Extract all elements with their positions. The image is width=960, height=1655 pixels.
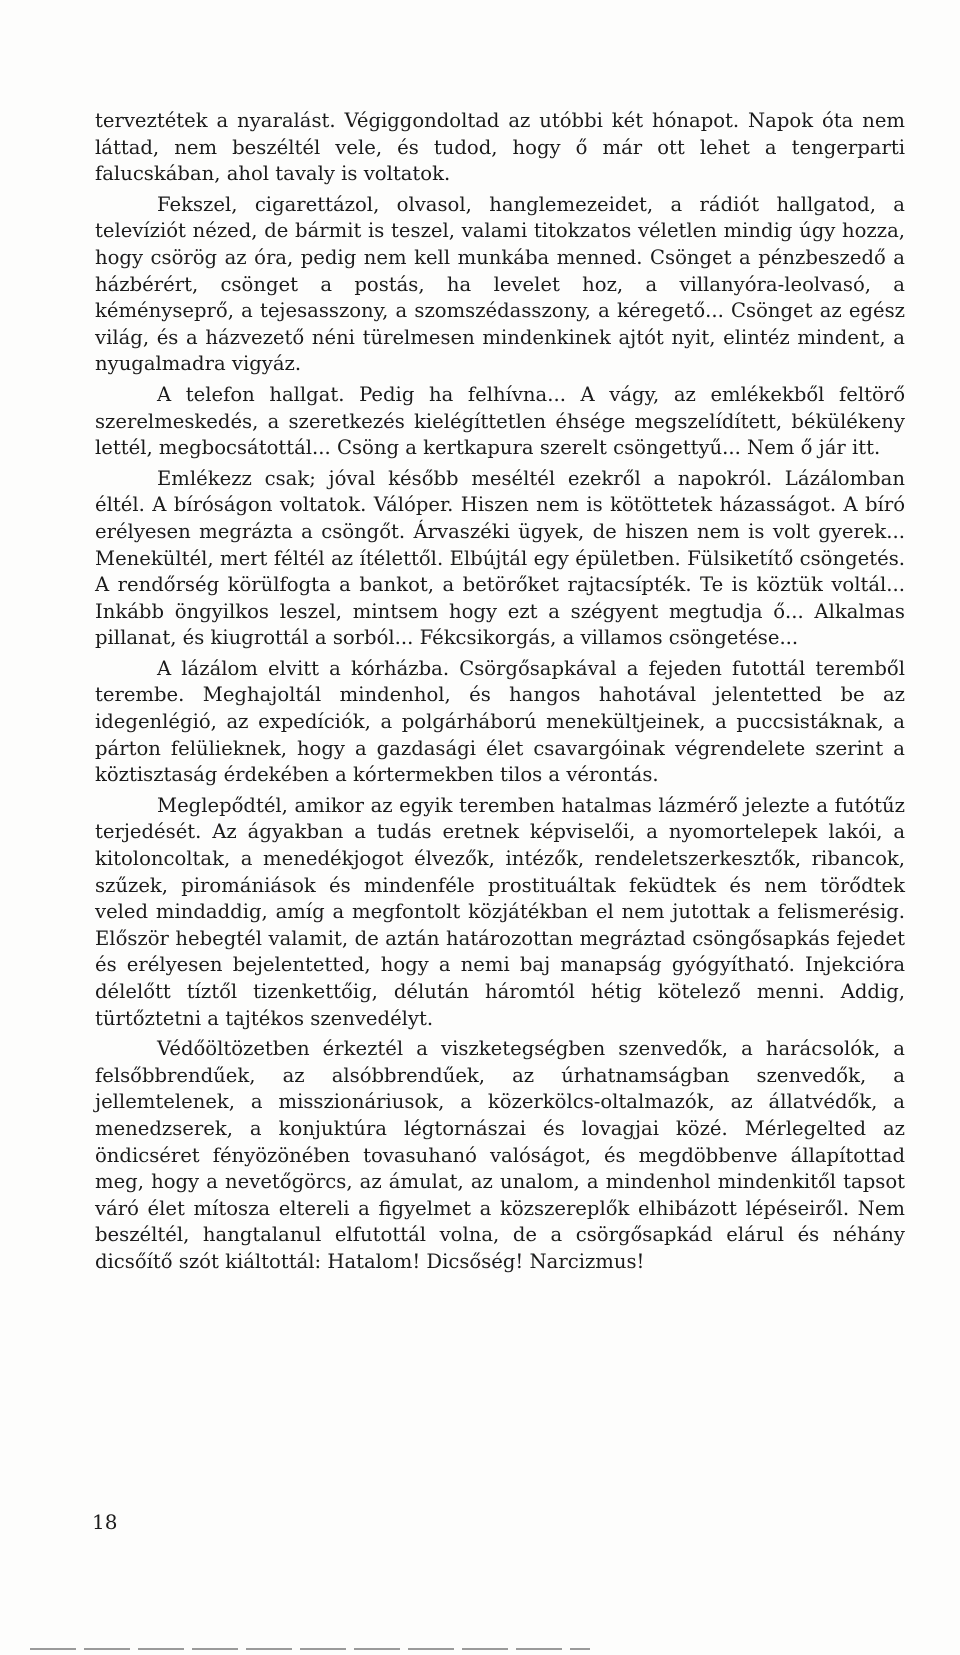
page-number: 18	[92, 1510, 118, 1534]
bottom-edge-rule	[30, 1648, 590, 1650]
paragraph-5: A lázálom elvitt a kórházba. Csörgősapkával a fejeden futottál teremből terembe. Meghajoltál mindenhol, és hangos hahotával jelentetted be az idegenlégió, az expedíciók, a polgárháború menekültjeinek, a puccsistáknak, a párton felülieknek, hogy a gazdasági élet csavargóinak végrendelete szerint a köztisztaság érdekében a kórtermekben tilos a vérontás.	[95, 656, 905, 787]
paragraph-3: A telefon hallgat. Pedig ha felhívna... A vágy, az emlékekből feltörő szerelmeskedés, a szeretkezés kielégíttetlen éhsége megszelídített, békülékeny lettél, megbocsátottál... Csöng a kertkapura szerelt csöngettyű... Nem ő jár itt.	[95, 382, 905, 460]
paragraph-4: Emlékezz csak; jóval később meséltél ezekről a napokról. Lázálomban éltél. A bíróságon voltatok. Válóper. Hiszen nem is kötöttetek házasságot. A bíró erélyesen megrázta a csöngőt. Árvaszéki ügyek, de hiszen nem is volt gyerek... Menekültél, mert féltél az ítélettől. Elbújtál egy épületben. Fülsiketítő csöngetés. A rendőrség körülfogta a bankot, a betörőket rajtacsípték. Te is köztük voltál... Inkább öngyilkos leszel, mintsem hogy ezt a szégyent megtudja ő... Alkalmas pillanat, és kiugrottál a sorból... Fékcsikorgás, a villamos csöngetése...	[95, 466, 905, 650]
paragraph-7: Védőöltözetben érkeztél a viszketegségben szenvedők, a harácsolók, a felsőbbrendűek, az alsóbbrendűek, az úrhatnamságban szenvedők, a jellemtelenek, a misszionáriusok, a közerkölcs-oltalmazók, az állatvédők, a menedzserek, a konjuktúra légtornászai és lovagjai közé. Mérlegelted az öndicséret fényözönében tovasuhanó valóságot, és megdöbbenve állapítottad meg, hogy a nevetőgörcs, az ámulat, az unalom, a mindenhol mindenkitől tapsot váró élet mítosza eltereli a figyelmet a közszereplők elhibázott lépéseiről. Nem beszéltél, hangtalanul elfutottál volna, de a csörgősapkád elárul és néhány dicsőítő szót kiáltottál: Hatalom! Dicsőség! Narcizmus!	[95, 1037, 905, 1273]
paragraph-2: Fekszel, cigarettázol, olvasol, hanglemezeidet, a rádiót hallgatod, a televíziót nézed, de bármit is teszel, valami titokzatos véletlen mindig úgy hozza, hogy csörög az óra, pedig nem kell munkába menned. Csönget a pénzbeszedő a házbérért, csönget a postás, ha levelet hoz, a villanyóra-leolvasó, a kéményseprő, a tejesasszony, a szomszédasszony, a kéregető... Csönget az egész világ, és a házvezető néni türelmesen mindenkinek ajtót nyit, elintéz mindent, a nyugalmadra vigyáz.	[95, 192, 905, 376]
paragraph-1: terveztétek a nyaralást. Végiggondoltad az utóbbi két hónapot. Napok óta nem láttad, nem beszéltél vele, és tudod, hogy ő már ott lehet a tengerparti falucskában, ahol tavaly is voltatok.	[95, 109, 905, 186]
body-text	[95, 108, 905, 1276]
paragraph-6: Meglepődtél, amikor az egyik teremben hatalmas lázmérő jelezte a futótűz terjedését. Az ágyakban a tudás eretnek képviselői, a nyomortelepek lakói, a kitoloncoltak, a menedékjogot élvezők, intézők, rendeletszerkesztők, ribancok, szűzek, piromániások és mindenféle prostituáltak feküdtek és nem törődtek veled mindaddig, amíg a megfontolt közjátékban el nem jutottak a felismerésig. Először hebegtél valamit, de aztán határozottan megráztad csöngősapkás fejedet és erélyesen bejelentetted, hogy a nemi baj manapság gyógyítható. Injekcióra délelőtt tíztől tizenkettőig, délután háromtól hétig kötelező menni. Addig, türtőztetni a tajtékos szenvedélyt.	[95, 793, 905, 1030]
